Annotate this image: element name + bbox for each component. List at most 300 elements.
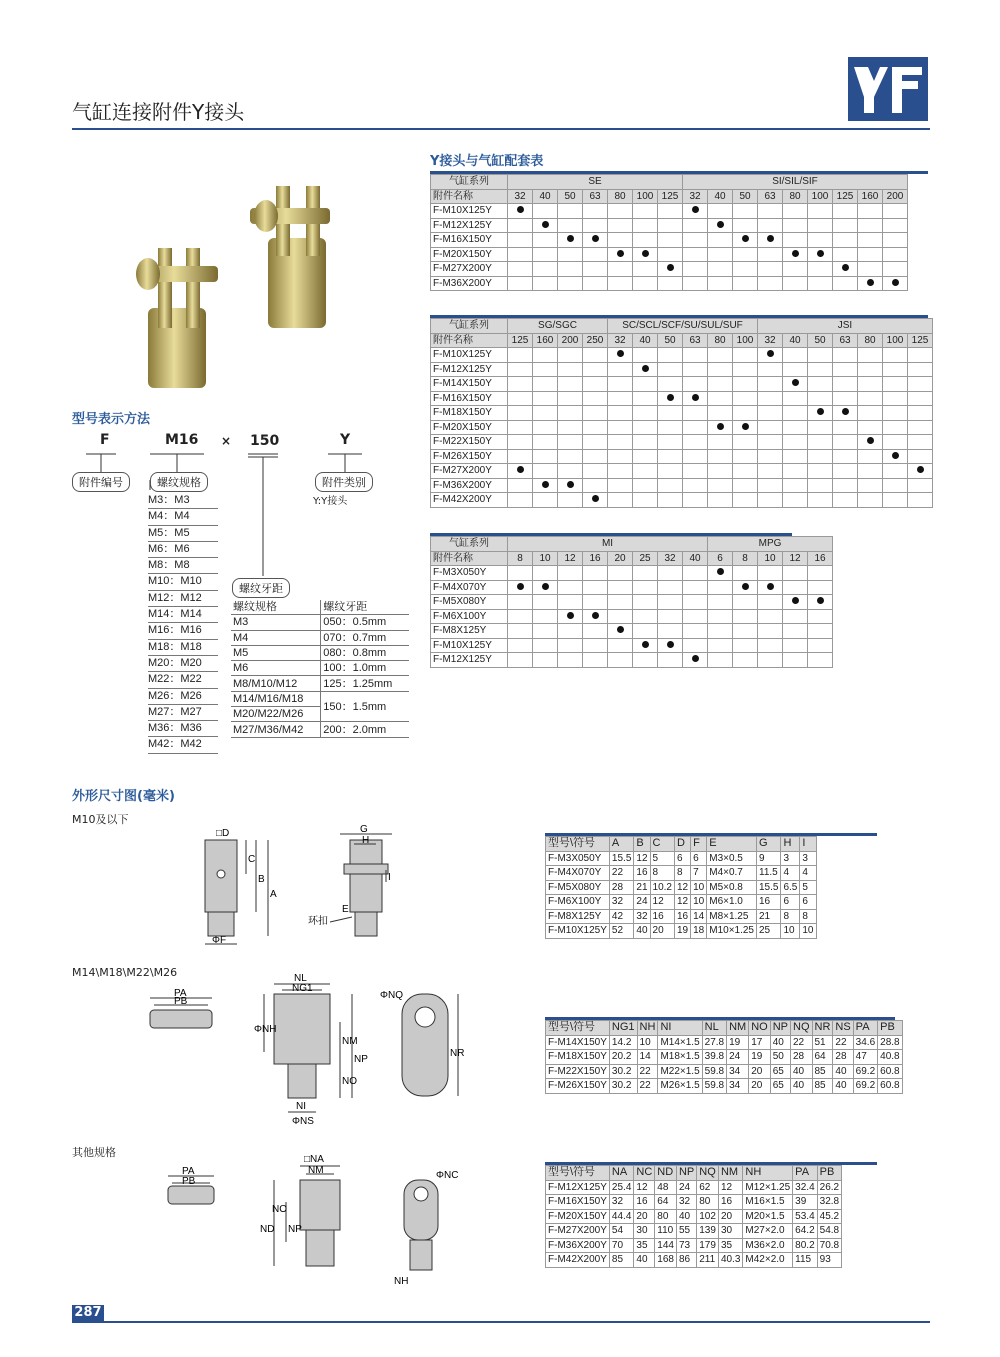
match-cell xyxy=(708,348,733,363)
dims-cell: 16 xyxy=(718,1195,742,1210)
match-cell xyxy=(708,493,733,508)
match-cell xyxy=(633,653,658,668)
match-cell xyxy=(808,406,833,421)
match-row-name: F-M36X200Y xyxy=(431,276,508,291)
dims-cell: 54.8 xyxy=(817,1224,841,1239)
match-col: 80 xyxy=(608,189,633,204)
match-cell xyxy=(608,624,633,639)
dims-cell: 3 xyxy=(781,851,800,866)
dims-cell: 42 xyxy=(609,909,633,924)
dims-cell: M26×1.5 xyxy=(658,1079,702,1094)
dims-cell: 34 xyxy=(727,1064,749,1079)
dims-header xyxy=(546,837,817,852)
match-cell xyxy=(708,262,733,277)
match-cell xyxy=(683,624,708,639)
dims-cell: M27×2.0 xyxy=(743,1224,793,1239)
match-col: 160 xyxy=(533,333,558,348)
dims-cell: 16 xyxy=(674,909,690,924)
dims-cell: 48 xyxy=(655,1180,677,1195)
match-cell xyxy=(783,609,808,624)
match-cell xyxy=(533,580,558,595)
dims-cell: 19 xyxy=(727,1035,749,1050)
match-cell xyxy=(558,580,583,595)
dims-cell: 34.6 xyxy=(853,1035,877,1050)
match-cell xyxy=(858,247,883,262)
match-cell xyxy=(533,435,558,450)
match-row-name: F-M26X150Y xyxy=(431,449,508,464)
match-cell xyxy=(708,624,733,639)
dims-cell: 17 xyxy=(749,1035,771,1050)
dims-head-cell: F xyxy=(691,837,707,852)
match-cell xyxy=(808,464,833,479)
dims-cell: 8 xyxy=(674,866,690,881)
dims-cell: 8 xyxy=(781,909,800,924)
thread-item: M8：M8 xyxy=(148,558,218,574)
match-cell xyxy=(508,595,533,610)
match-cell xyxy=(783,624,808,639)
dims-head-cell: NH xyxy=(743,1166,793,1181)
match-cell xyxy=(533,276,558,291)
match-cell xyxy=(633,493,658,508)
match-cell xyxy=(608,435,633,450)
match-cell xyxy=(708,204,733,219)
dims-cell: 40 xyxy=(833,1079,853,1094)
match-cell xyxy=(733,262,758,277)
match-cell xyxy=(608,420,633,435)
pitch-row xyxy=(231,630,409,645)
match-cell xyxy=(683,653,708,668)
pitch-spec: M6 xyxy=(231,661,321,676)
match-cell xyxy=(658,362,683,377)
lbl-E: E xyxy=(342,904,349,915)
match-col: 63 xyxy=(758,189,783,204)
match-cell xyxy=(658,493,683,508)
match-cell xyxy=(508,218,533,233)
match-title: Y接头与气缸配套表 xyxy=(430,154,544,169)
match-dot xyxy=(817,408,824,415)
match-cell xyxy=(608,348,633,363)
dims-head-cell: NO xyxy=(749,1021,771,1036)
match-cell xyxy=(758,262,783,277)
dims-cell: F-M12X125Y xyxy=(546,1180,610,1195)
dims-cell: 32.4 xyxy=(793,1180,817,1195)
dims-cell: 139 xyxy=(697,1224,719,1239)
match-cell xyxy=(608,406,633,421)
match-cell xyxy=(633,624,658,639)
match-cell xyxy=(758,420,783,435)
match-cell xyxy=(508,204,533,219)
match-cell xyxy=(508,609,533,624)
match-cell xyxy=(658,233,683,248)
lbl-F: ΦF xyxy=(212,935,227,946)
pitch-row xyxy=(231,691,409,706)
match-cell xyxy=(758,247,783,262)
dims-cell: 54 xyxy=(609,1224,633,1239)
match-cell xyxy=(758,377,783,392)
dims-cell: 6 xyxy=(800,895,816,910)
match-col: 80 xyxy=(858,333,883,348)
match-cell xyxy=(908,493,933,508)
lbl-I: I xyxy=(388,872,391,883)
dims-cell: 62 xyxy=(697,1180,719,1195)
match-cell xyxy=(608,233,633,248)
dims-cell: 12 xyxy=(634,1180,655,1195)
match-cell xyxy=(758,464,783,479)
match-hdr-accessory: 附件名称 xyxy=(431,189,508,204)
drawing-m10 xyxy=(190,822,410,952)
match-cell xyxy=(658,566,683,581)
dims-cell: 44.4 xyxy=(609,1209,633,1224)
dims-cell: 110 xyxy=(655,1224,677,1239)
match-cell xyxy=(858,464,883,479)
dims-cell: 10 xyxy=(691,895,707,910)
dims-cell: 85 xyxy=(812,1079,833,1094)
dims-cell: F-M20X150Y xyxy=(546,1209,610,1224)
match-cell xyxy=(558,204,583,219)
dims-cell: 73 xyxy=(676,1238,696,1253)
dims-cell: 35 xyxy=(634,1238,655,1253)
match-cell xyxy=(708,377,733,392)
match-cell xyxy=(733,204,758,219)
match-col: 32 xyxy=(608,333,633,348)
dims-cell: M4×0.7 xyxy=(707,866,757,881)
match-cell xyxy=(908,435,933,450)
match-cell xyxy=(558,218,583,233)
dims-cell: 60.8 xyxy=(878,1064,902,1079)
match-cell xyxy=(608,638,633,653)
match-cell xyxy=(658,218,683,233)
match-cell xyxy=(533,348,558,363)
match-cell xyxy=(508,449,533,464)
dims-cell: 40 xyxy=(634,924,650,939)
match-cell xyxy=(558,478,583,493)
match-cell xyxy=(533,377,558,392)
match-cell xyxy=(583,638,608,653)
dims-cell: 14.2 xyxy=(609,1035,637,1050)
match-row xyxy=(431,362,933,377)
dims-head-cell: H xyxy=(781,837,800,852)
dims-cell: M5×0.8 xyxy=(707,880,757,895)
match-cell xyxy=(508,478,533,493)
match-row-name: F-M10X125Y xyxy=(431,638,508,653)
match-dot xyxy=(767,235,774,242)
match-cell xyxy=(633,348,658,363)
thread-item: M12：M12 xyxy=(148,591,218,607)
lbl-PB2: PB xyxy=(182,1176,196,1187)
match-cell xyxy=(608,218,633,233)
dims-cell: M12×1.25 xyxy=(743,1180,793,1195)
match-cell xyxy=(783,262,808,277)
match-cell xyxy=(733,638,758,653)
dims-cell: 40.8 xyxy=(878,1050,902,1065)
match-cell xyxy=(658,449,683,464)
dims-cell: 20 xyxy=(650,924,674,939)
match-cell xyxy=(783,348,808,363)
match-cell xyxy=(858,406,883,421)
dims-cell: F-M6X100Y xyxy=(546,895,610,910)
lbl-clip: 环扣 xyxy=(308,916,328,927)
match-col: 40 xyxy=(533,189,558,204)
match-cell xyxy=(808,391,833,406)
match-cell xyxy=(533,218,558,233)
match-cell xyxy=(658,204,683,219)
lbl-NQ: ΦNQ xyxy=(380,990,403,1001)
match-table-3 xyxy=(430,536,833,668)
match-cell xyxy=(658,406,683,421)
match-cell xyxy=(658,262,683,277)
match-cell xyxy=(508,566,533,581)
pitch-spec: M3 xyxy=(231,615,321,630)
match-cell xyxy=(783,566,808,581)
match-cell xyxy=(783,653,808,668)
dims-cell: 12 xyxy=(674,880,690,895)
dims-cell: 12 xyxy=(674,895,690,910)
dims-cell: 179 xyxy=(697,1238,719,1253)
dims-head-cell: 型号\符号 xyxy=(546,1166,610,1181)
lbl-PA: PA xyxy=(174,988,187,999)
match-cell xyxy=(583,580,608,595)
match-row xyxy=(431,580,833,595)
match-cell xyxy=(808,348,833,363)
dims-cell: 69.2 xyxy=(853,1064,877,1079)
dims-cell: 3 xyxy=(800,851,816,866)
thread-list xyxy=(148,493,218,754)
match-cell xyxy=(708,233,733,248)
dims-cell: 34 xyxy=(727,1079,749,1094)
match-cell xyxy=(558,595,583,610)
dims-cell: 40 xyxy=(770,1035,790,1050)
match-cell xyxy=(808,624,833,639)
match-dot xyxy=(567,235,574,242)
dims-row xyxy=(546,1050,903,1065)
dims-cell: 18 xyxy=(691,924,707,939)
match-row xyxy=(431,406,933,421)
match-cell xyxy=(833,464,858,479)
pitch-value: 200：2.0mm xyxy=(321,722,409,737)
dims-cell: M14×1.5 xyxy=(658,1035,702,1050)
model-notation-title: 型号表示方法 xyxy=(72,412,151,427)
match-cell xyxy=(533,204,558,219)
match-row xyxy=(431,609,833,624)
match-cell xyxy=(633,420,658,435)
match-cell xyxy=(583,204,608,219)
lbl-NG1: NG1 xyxy=(292,983,313,994)
match-col: 250 xyxy=(583,333,608,348)
match-cell xyxy=(533,624,558,639)
match-cell xyxy=(783,391,808,406)
dims-row xyxy=(546,1209,842,1224)
match-dot xyxy=(867,437,874,444)
match-cell xyxy=(508,493,533,508)
dims-cell: 168 xyxy=(655,1253,677,1268)
dims-cell: 19 xyxy=(749,1050,771,1065)
match-cell xyxy=(583,609,608,624)
match-cell xyxy=(883,493,908,508)
match-cell xyxy=(858,377,883,392)
match-dot xyxy=(617,350,624,357)
match-cell xyxy=(908,377,933,392)
dims-cell: 15.5 xyxy=(609,851,633,866)
pitch-header xyxy=(231,600,409,615)
match-dot xyxy=(617,626,624,633)
pitch-spec: M20/M22/M26 xyxy=(231,707,321,722)
match-cell xyxy=(633,276,658,291)
dims-cell: 40 xyxy=(833,1064,853,1079)
match-cell xyxy=(508,391,533,406)
match-row xyxy=(431,653,833,668)
lbl-C: C xyxy=(248,854,256,865)
pitch-table xyxy=(231,600,409,738)
dims-cell: F-M42X200Y xyxy=(546,1253,610,1268)
match-cell xyxy=(658,276,683,291)
match-col: 63 xyxy=(683,333,708,348)
thread-item: M42：M42 xyxy=(148,737,218,753)
dims-head-cell: 型号\符号 xyxy=(546,837,610,852)
match-row xyxy=(431,233,908,248)
thread-item: M16：M16 xyxy=(148,623,218,639)
match-group-row xyxy=(431,537,833,552)
match-cell xyxy=(633,595,658,610)
dims-cell: 15.5 xyxy=(757,880,781,895)
match-cell xyxy=(633,262,658,277)
match-cell xyxy=(508,406,533,421)
match-dot xyxy=(667,264,674,271)
dims-cell: 5 xyxy=(800,880,816,895)
dims-row xyxy=(546,880,817,895)
match-cell xyxy=(508,276,533,291)
dims-cell: F-M16X150Y xyxy=(546,1195,610,1210)
match-cell xyxy=(683,464,708,479)
match-cell xyxy=(833,449,858,464)
match-cell xyxy=(833,493,858,508)
match-cell xyxy=(583,478,608,493)
match-cell xyxy=(558,247,583,262)
match-cell xyxy=(833,362,858,377)
dims-header xyxy=(546,1166,842,1181)
match-cell xyxy=(808,609,833,624)
dims-cell: 9 xyxy=(757,851,781,866)
match-dot xyxy=(892,279,899,286)
match-cell xyxy=(558,391,583,406)
match-dot xyxy=(567,481,574,488)
match-cell xyxy=(783,377,808,392)
match-row xyxy=(431,493,933,508)
dims-cell: M6×1.0 xyxy=(707,895,757,910)
match-cell xyxy=(858,204,883,219)
dims-cell: 55 xyxy=(676,1224,696,1239)
match-row-name: F-M8X125Y xyxy=(431,624,508,639)
match-cell xyxy=(708,478,733,493)
match-cell xyxy=(558,276,583,291)
match-cell xyxy=(758,595,783,610)
lbl-NM2: NM xyxy=(308,1165,324,1176)
dims-cell: 30.2 xyxy=(609,1064,637,1079)
dims-cell: 6.5 xyxy=(781,880,800,895)
match-cell xyxy=(858,449,883,464)
match-cell xyxy=(733,233,758,248)
match-col: 50 xyxy=(733,189,758,204)
match-col: 32 xyxy=(508,189,533,204)
match-group: MI xyxy=(508,537,708,552)
page-title: 气缸连接附件Y接头 xyxy=(72,100,245,124)
dims-cell: 24 xyxy=(634,895,650,910)
match-cell xyxy=(858,362,883,377)
dims-cell: 40 xyxy=(791,1064,813,1079)
label-accessory-type: 附件类别 xyxy=(315,472,373,492)
match-cell xyxy=(533,478,558,493)
match-cell xyxy=(583,653,608,668)
match-cell xyxy=(733,464,758,479)
match-cell xyxy=(533,233,558,248)
match-cell xyxy=(883,435,908,450)
match-cell xyxy=(708,406,733,421)
match-col-row xyxy=(431,189,908,204)
match-cell xyxy=(733,493,758,508)
dims-cell: M42×2.0 xyxy=(743,1253,793,1268)
match-cell xyxy=(858,420,883,435)
thread-item: M36：M36 xyxy=(148,721,218,737)
match-cell xyxy=(908,362,933,377)
dims-cell: 64 xyxy=(812,1050,833,1065)
match-cell xyxy=(783,638,808,653)
lbl-NL: NL xyxy=(294,973,307,984)
match-cell xyxy=(908,420,933,435)
code-m: M16 xyxy=(165,432,199,448)
dims-cell: 6 xyxy=(674,851,690,866)
match-cell xyxy=(883,262,908,277)
match-row-name: F-M10X125Y xyxy=(431,348,508,363)
dims-cell: 8 xyxy=(650,866,674,881)
match-col: 40 xyxy=(708,189,733,204)
lbl-NR: NR xyxy=(450,1048,465,1059)
match-dot xyxy=(767,583,774,590)
match-cell xyxy=(833,420,858,435)
dims-cell: 211 xyxy=(697,1253,719,1268)
match-cell xyxy=(558,638,583,653)
match-cell xyxy=(583,406,608,421)
match-cell xyxy=(508,247,533,262)
match-cell xyxy=(608,377,633,392)
match-cell xyxy=(633,566,658,581)
match-cell xyxy=(533,464,558,479)
dims-cell: 85 xyxy=(812,1064,833,1079)
match-cell xyxy=(908,449,933,464)
code-x: × xyxy=(221,434,232,448)
dims-head-cell: NP xyxy=(770,1021,790,1036)
dims-cell: 52 xyxy=(609,924,633,939)
dims-cell: 39 xyxy=(793,1195,817,1210)
dims-cell: 27.8 xyxy=(702,1035,726,1050)
dims-cell: 25 xyxy=(757,924,781,939)
dims-head-cell: NM xyxy=(718,1166,742,1181)
match-col: 8 xyxy=(733,551,758,566)
match-cell xyxy=(508,233,533,248)
dims-cell: 115 xyxy=(793,1253,817,1268)
match-cell xyxy=(783,420,808,435)
match-hdr-accessory: 附件名称 xyxy=(431,551,508,566)
match-cell xyxy=(658,595,683,610)
match-cell xyxy=(583,233,608,248)
dims-cell: 50 xyxy=(770,1050,790,1065)
dims-row xyxy=(546,1079,903,1094)
match-dot xyxy=(642,250,649,257)
dims-cell: 28 xyxy=(791,1050,813,1065)
match-cell xyxy=(833,247,858,262)
dims-head-cell: B xyxy=(634,837,650,852)
dims-cell: M8×1.25 xyxy=(707,909,757,924)
match-cell xyxy=(658,348,683,363)
dims-cell: 40.3 xyxy=(718,1253,742,1268)
